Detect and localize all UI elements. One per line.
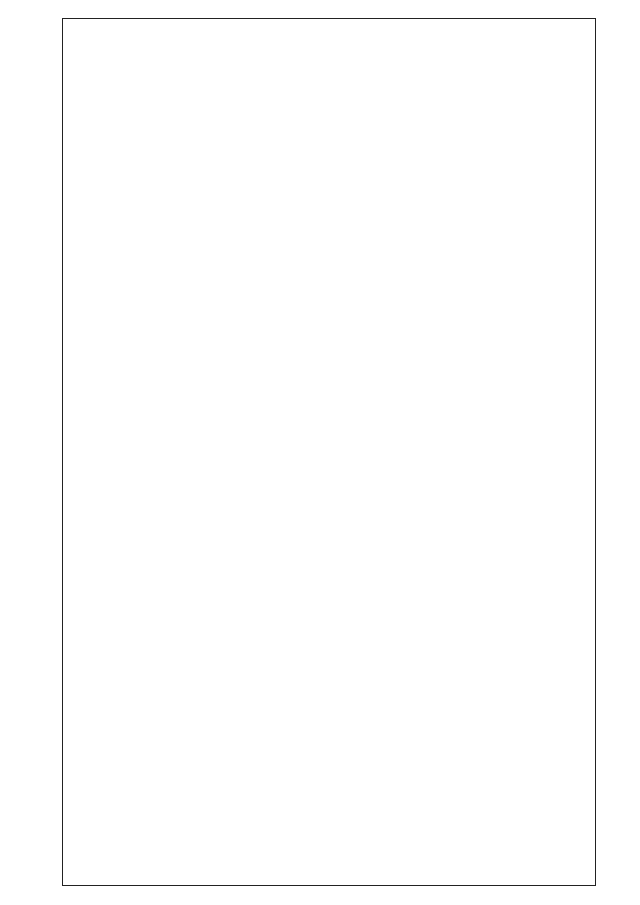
services-table-body (63, 19, 596, 886)
services-table (62, 18, 596, 886)
scan-artifacts (626, 0, 640, 905)
